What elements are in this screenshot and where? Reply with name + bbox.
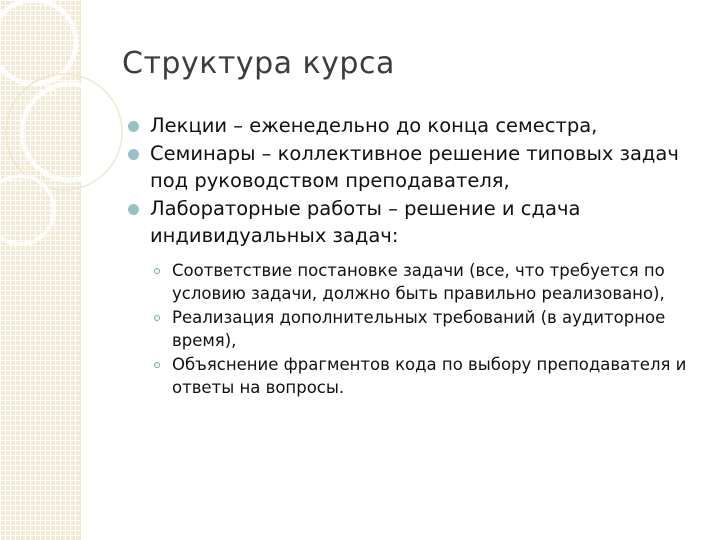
decorative-circles-icon (0, 0, 140, 260)
ring-bullet-icon (154, 362, 160, 368)
bullet-item (130, 195, 690, 399)
teal-dot-icon (128, 204, 139, 215)
sub-bullet-list (152, 259, 690, 399)
bullet-text: Семинары – коллективное решение типовых задач под руководством преподавателя, (150, 142, 679, 192)
sub-bullet-item (152, 259, 690, 305)
teal-dot-icon (128, 149, 139, 160)
bullet-list (130, 112, 690, 399)
sub-bullet-text: Реализация дополнительных требований (в аудиторное время), (172, 308, 666, 350)
teal-dot-icon (128, 121, 139, 132)
bullet-item (130, 140, 690, 194)
slide-content (130, 112, 690, 400)
sub-bullet-item (152, 353, 690, 399)
ring-bullet-icon (154, 268, 160, 274)
slide-title: Структура курса (122, 46, 395, 81)
bullet-text: Лекции – еженедельно до конца семестра, (150, 114, 598, 137)
bullet-text: Лабораторные работы – решение и сдача индивидуальных задач: (150, 197, 581, 247)
sub-bullet-text: Соответствие постановке задачи (все, что требуется по условию задачи, должно быть правильно реализовано), (172, 261, 665, 303)
sub-bullet-text: Объяснение фрагментов кода по выбору преподавателя и ответы на вопросы. (172, 355, 687, 397)
ring-bullet-icon (154, 315, 160, 321)
sub-bullet-item (152, 306, 690, 352)
bullet-item (130, 112, 690, 139)
